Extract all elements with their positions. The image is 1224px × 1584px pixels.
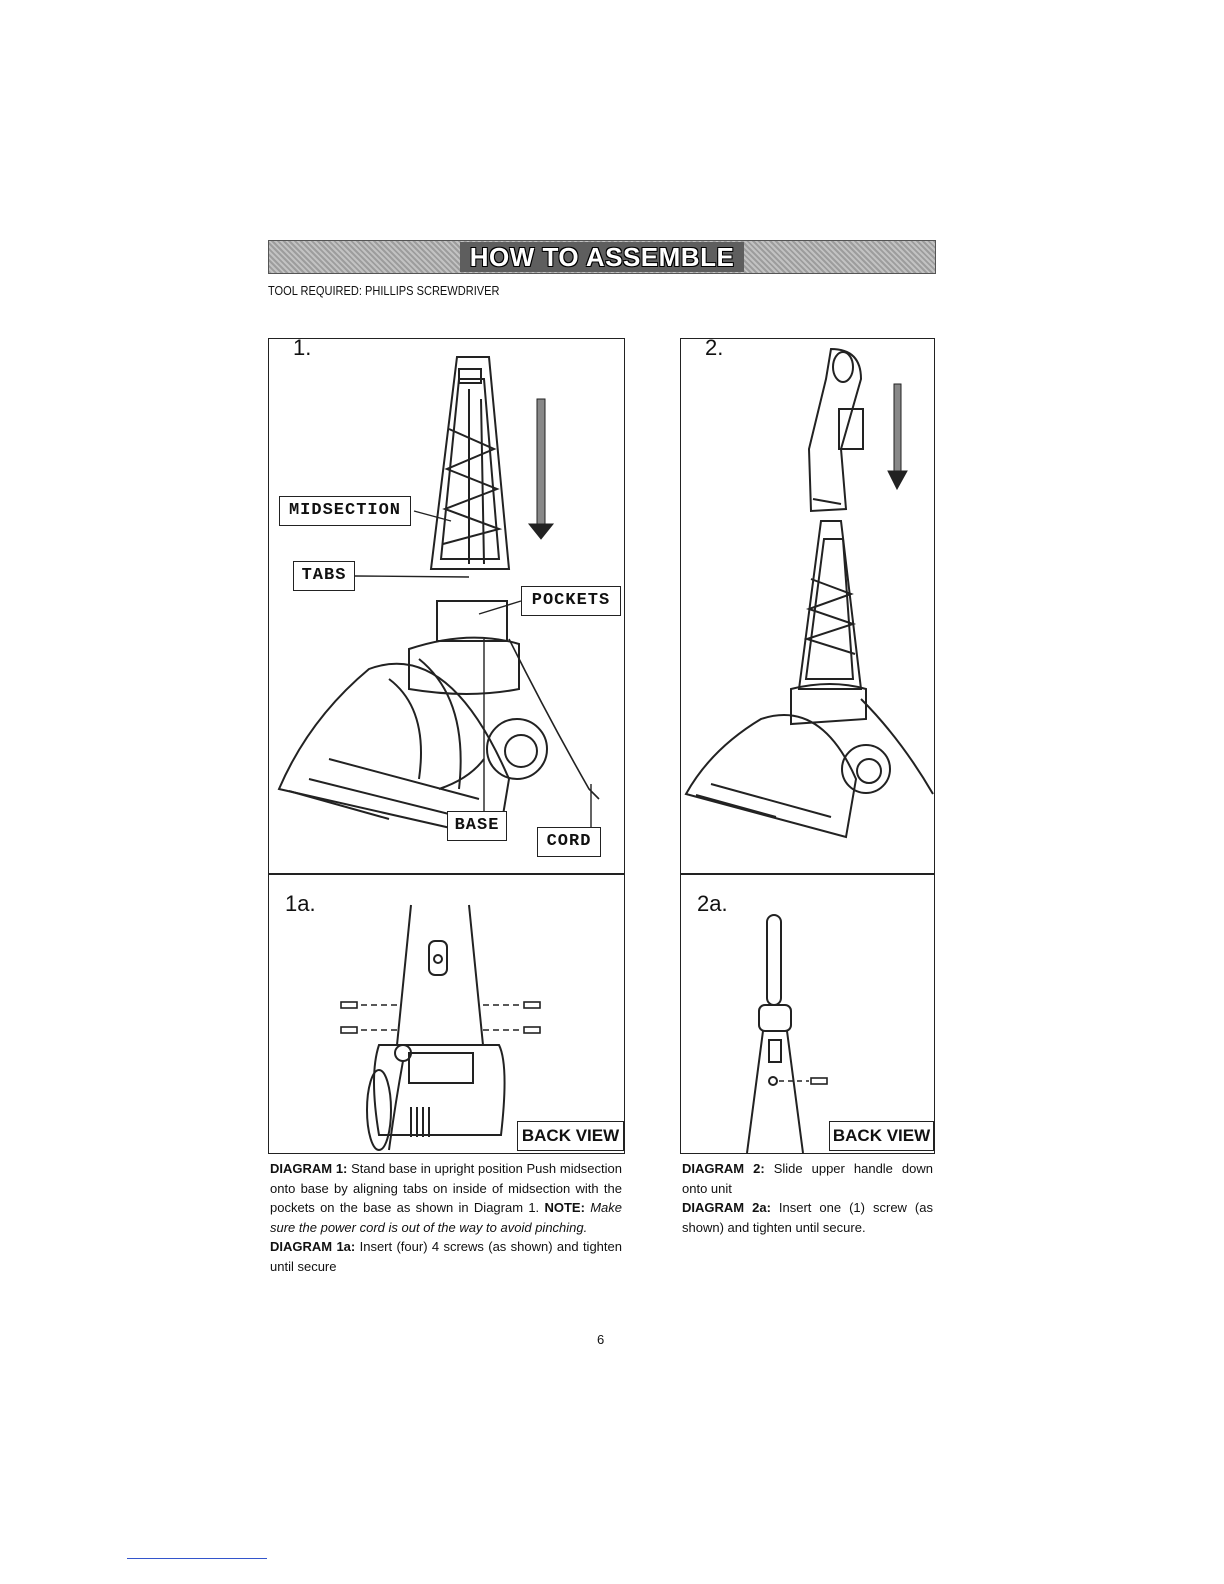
- diagram-2a-illustration: [681, 875, 934, 1153]
- base-illustration: [279, 601, 599, 839]
- screws-illustration: [341, 1002, 540, 1033]
- back-view-label: BACK VIEW: [517, 1121, 624, 1151]
- caption-d1-paragraph: [270, 1159, 622, 1237]
- back-view-label: BACK VIEW: [829, 1121, 934, 1151]
- section-title-text: HOW TO ASSEMBLE: [460, 242, 745, 272]
- diagram-1a-panel: [268, 874, 625, 1154]
- label-pockets: POCKETS: [521, 586, 621, 616]
- arrow-down-icon: [529, 399, 553, 539]
- section-title: [269, 241, 935, 273]
- caption-d1-note-label: NOTE:: [544, 1200, 585, 1215]
- caption-d1a-text: Insert (four) 4 screws (as shown) and tighten until secure: [270, 1239, 622, 1274]
- caption-d2a-text: Insert one (1) screw (as shown) and tighten until secure.: [682, 1200, 933, 1235]
- caption-d2a-paragraph: [682, 1198, 933, 1237]
- caption-d2-label: DIAGRAM 2:: [682, 1161, 765, 1176]
- diagram-1-number: 1.: [287, 338, 317, 361]
- assembled-unit-illustration: [686, 521, 933, 837]
- diagram-2-illustration: [681, 339, 934, 873]
- diagram-1a-number: 1a.: [285, 891, 316, 916]
- caption-d1-text: Stand base in upright position Push midsection onto base by aligning tabs on inside of midsection with the pockets on the base as shown in Diagram 1.: [270, 1161, 622, 1215]
- label-tabs: TABS: [293, 561, 355, 591]
- tool-required-line: TOOL REQUIRED: PHILLIPS SCREWDRIVER: [268, 283, 500, 298]
- diagram-2a-panel: [680, 874, 935, 1154]
- handle-back-view-illustration: [747, 915, 803, 1153]
- caption-d1a-label: DIAGRAM 1a:: [270, 1239, 356, 1254]
- caption-d2-paragraph: [682, 1159, 933, 1198]
- caption-d1-label: DIAGRAM 1:: [270, 1161, 348, 1176]
- midsection-illustration: [431, 357, 509, 569]
- caption-d2-text: Slide upper handle down onto unit: [682, 1161, 934, 1196]
- screw-illustration: [779, 1078, 827, 1084]
- caption-d1a-paragraph: [270, 1237, 622, 1276]
- back-view-illustration: [367, 905, 505, 1150]
- section-header-bar: [268, 240, 936, 274]
- upper-handle-illustration: [809, 349, 863, 511]
- caption-d2a-label: DIAGRAM 2a:: [682, 1200, 771, 1215]
- label-base: BASE: [447, 811, 507, 841]
- diagram-2a-number: 2a.: [697, 891, 728, 916]
- diagram-1-panel: [268, 338, 625, 874]
- caption-diagram-1: [270, 1159, 622, 1276]
- diagram-1a-illustration: [269, 875, 624, 1153]
- page-number: 6: [597, 1332, 605, 1347]
- caption-diagram-2: [682, 1159, 933, 1237]
- arrow-down-icon: [888, 384, 907, 489]
- diagram-2-panel: [680, 338, 935, 874]
- footer-rule: [127, 1558, 267, 1559]
- diagram-2-number: 2.: [699, 338, 729, 361]
- label-cord: CORD: [537, 827, 601, 857]
- caption-d1-note-text: Make sure the power cord is out of the way to avoid pinching.: [270, 1200, 622, 1235]
- label-midsection: MIDSECTION: [279, 496, 411, 526]
